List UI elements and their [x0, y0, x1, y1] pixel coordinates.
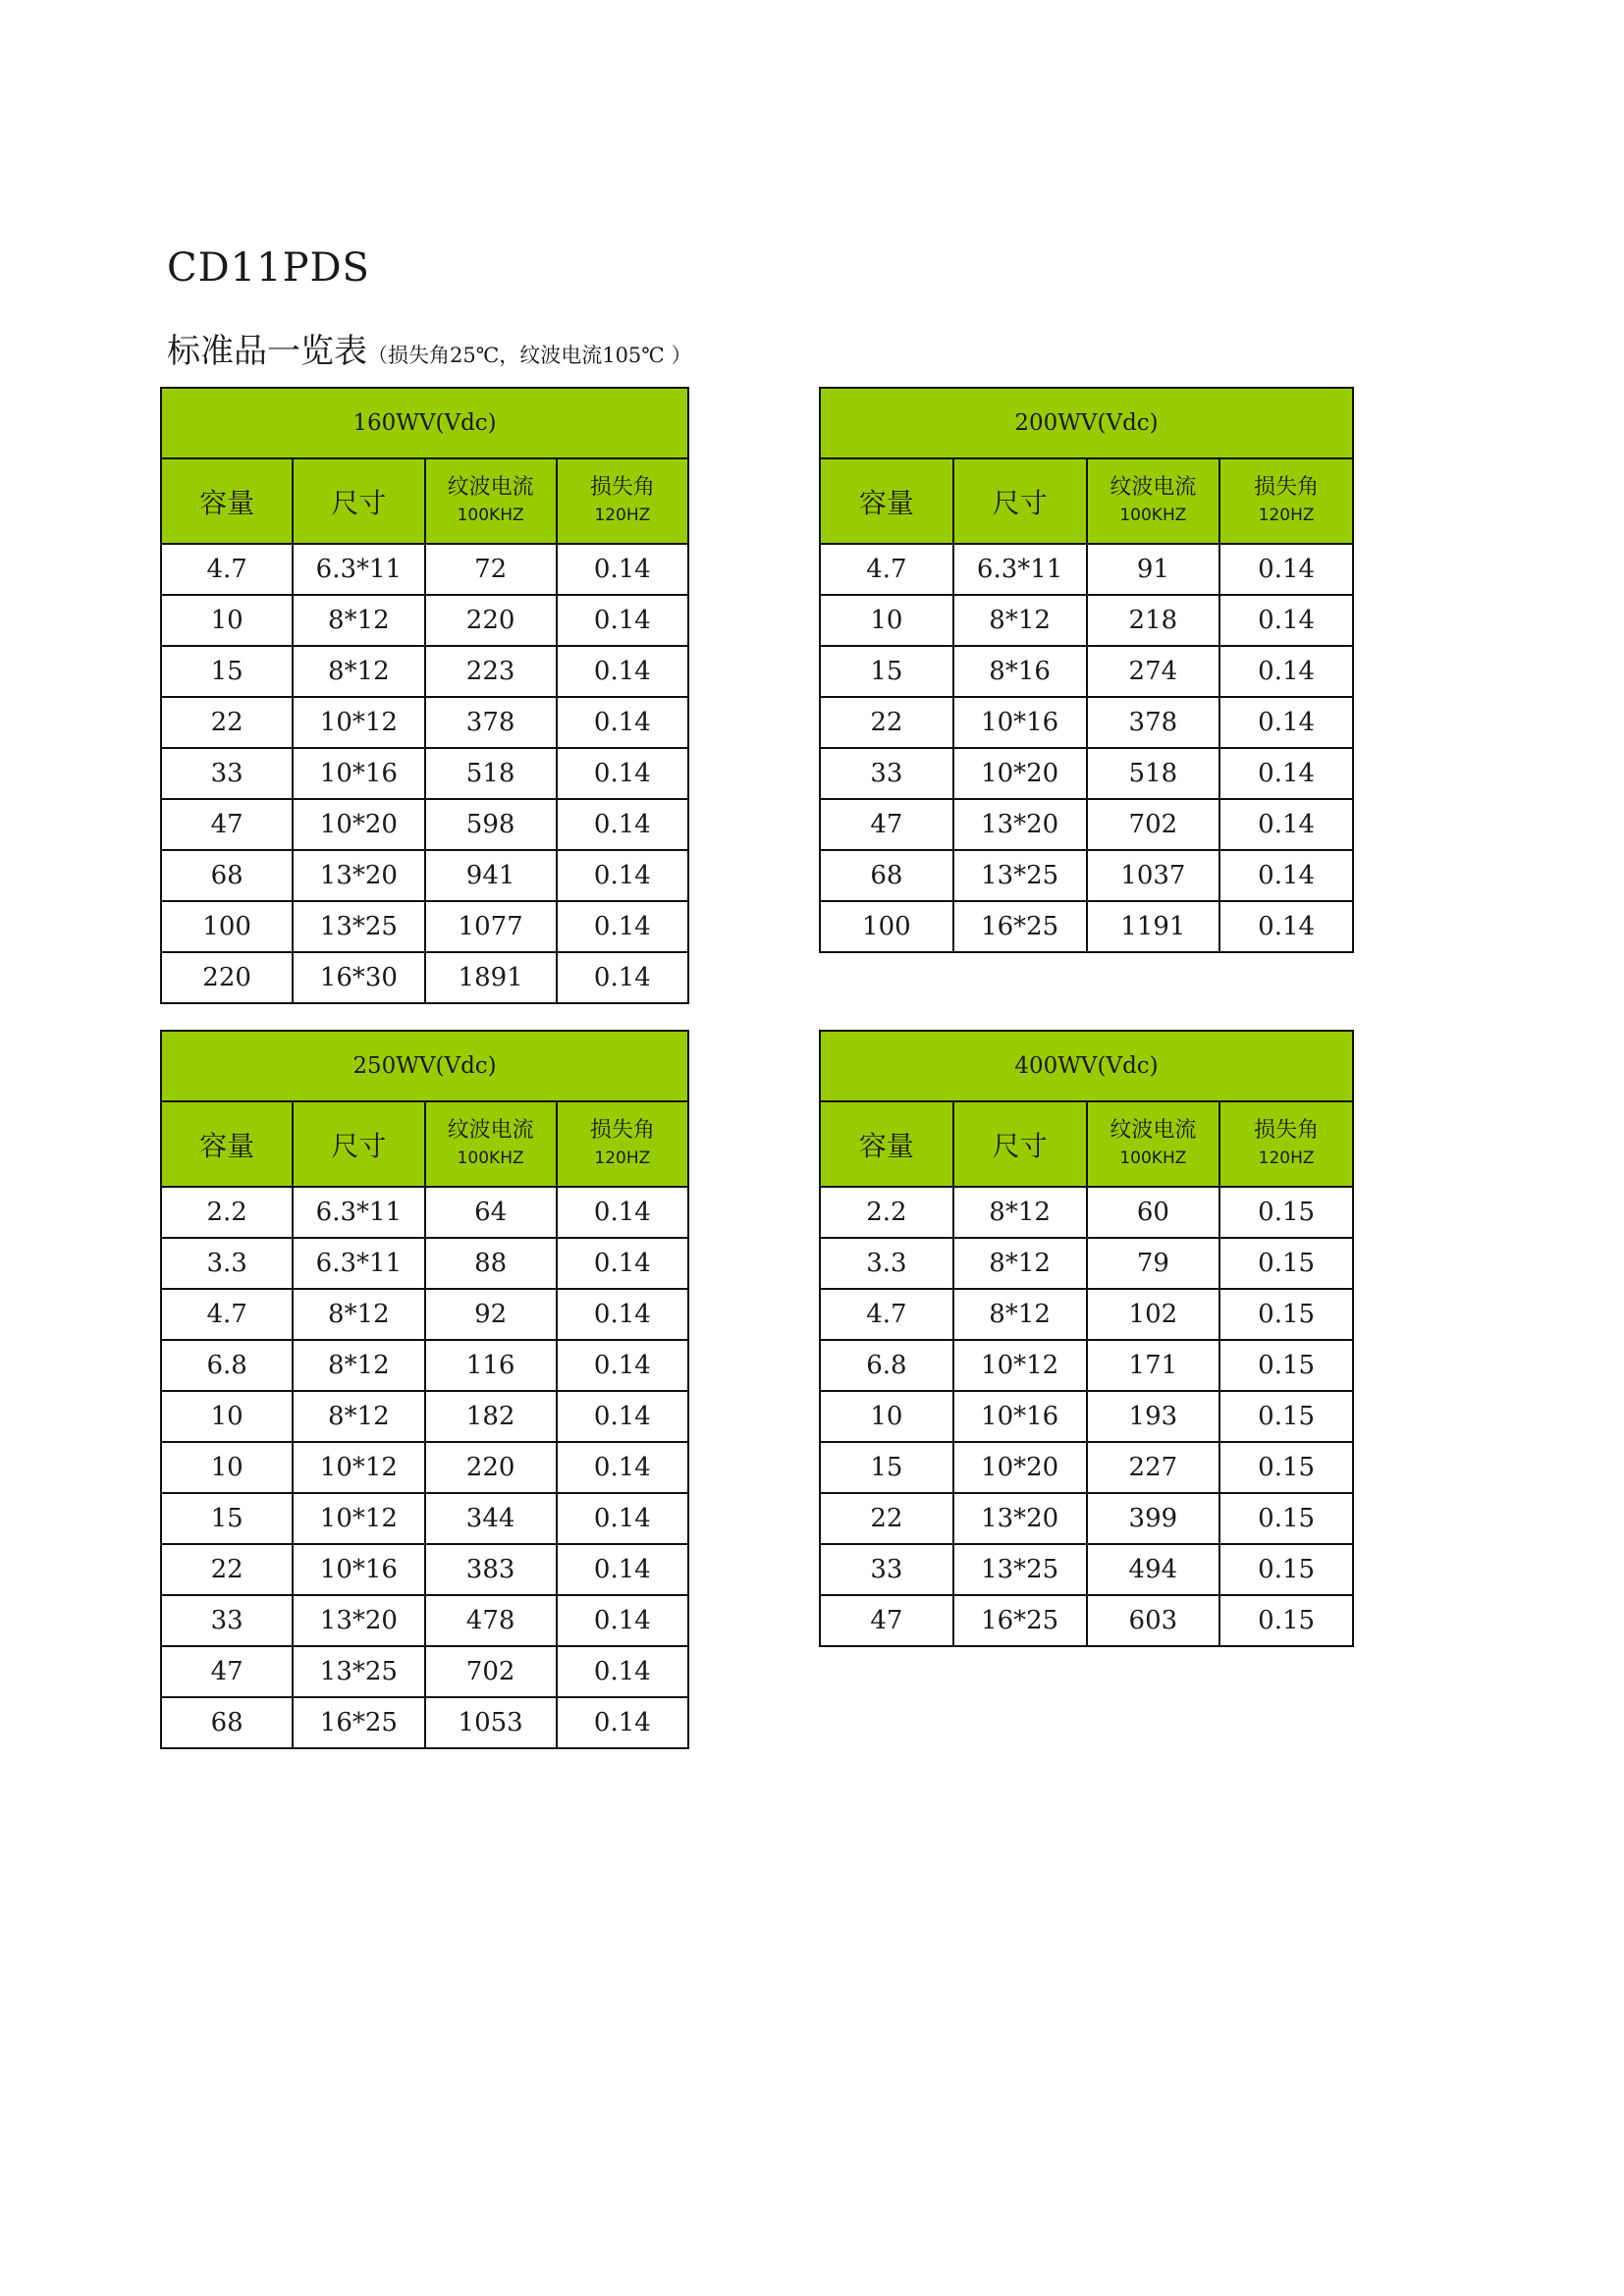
- loss-header-line2: 120HZ: [594, 1148, 651, 1168]
- cell-capacity: 68: [161, 850, 293, 901]
- cell-capacity: 47: [820, 1595, 953, 1646]
- cell-ripple: 91: [1087, 544, 1220, 595]
- cell-capacity: 4.7: [161, 544, 293, 595]
- cell-loss: 0.14: [557, 646, 688, 697]
- table-row: [820, 1238, 1353, 1289]
- cell-ripple: 702: [1087, 799, 1220, 850]
- ripple-header-line2: 100KHZ: [457, 505, 524, 525]
- cell-loss: 0.14: [1219, 748, 1353, 799]
- column-header-capacity: 容量: [820, 458, 953, 544]
- voltage-header: 160WV(Vdc): [161, 388, 688, 458]
- cell-size: 16*30: [293, 952, 424, 1003]
- cell-size: 8*16: [953, 646, 1087, 697]
- column-header-ripple-current: [425, 458, 557, 544]
- table-row: [820, 799, 1353, 850]
- ripple-header-line2: 100KHZ: [1119, 505, 1187, 525]
- table-row: [820, 646, 1353, 697]
- cell-loss: 0.14: [557, 1544, 688, 1595]
- cell-ripple: 1891: [425, 952, 557, 1003]
- table-row: [161, 901, 688, 952]
- cell-ripple: 378: [1087, 697, 1220, 748]
- table-row: [820, 901, 1353, 952]
- cell-size: 13*20: [293, 1595, 424, 1646]
- cell-capacity: 22: [820, 1493, 953, 1544]
- cell-loss: 0.14: [557, 1238, 688, 1289]
- cell-loss: 0.14: [557, 544, 688, 595]
- loss-header-line1: 损失角: [589, 474, 655, 500]
- cell-capacity: 2.2: [161, 1187, 293, 1238]
- cell-loss: 0.14: [1219, 595, 1353, 646]
- cell-capacity: 6.8: [161, 1340, 293, 1391]
- cell-capacity: 47: [161, 1646, 293, 1697]
- cell-loss: 0.14: [557, 1493, 688, 1544]
- cell-loss: 0.14: [1219, 901, 1353, 952]
- cell-capacity: 10: [820, 1391, 953, 1442]
- column-header-size: 尺寸: [293, 1101, 424, 1187]
- loss-header-line1: 损失角: [1254, 1117, 1320, 1143]
- table-row: [820, 544, 1353, 595]
- table-row: [820, 748, 1353, 799]
- cell-ripple: 88: [425, 1238, 557, 1289]
- table-row: [161, 697, 688, 748]
- cell-size: 16*25: [953, 901, 1087, 952]
- cell-loss: 0.14: [557, 952, 688, 1003]
- cell-ripple: 478: [425, 1595, 557, 1646]
- cell-ripple: 941: [425, 850, 557, 901]
- cell-capacity: 47: [820, 799, 953, 850]
- cell-loss: 0.14: [557, 799, 688, 850]
- cell-size: 13*25: [293, 1646, 424, 1697]
- loss-header-line2: 120HZ: [594, 505, 651, 525]
- cell-size: 10*20: [953, 748, 1087, 799]
- cell-ripple: 518: [425, 748, 557, 799]
- cell-loss: 0.15: [1219, 1289, 1353, 1340]
- table-row: [820, 1187, 1353, 1238]
- column-header-capacity: 容量: [161, 458, 293, 544]
- cell-capacity: 10: [161, 1442, 293, 1493]
- cell-loss: 0.14: [557, 595, 688, 646]
- cell-size: 6.3*11: [953, 544, 1087, 595]
- cell-ripple: 220: [425, 1442, 557, 1493]
- table-row: [161, 799, 688, 850]
- cell-ripple: 399: [1087, 1493, 1220, 1544]
- table-row: [161, 1391, 688, 1442]
- document-subtitle: [167, 324, 691, 372]
- cell-ripple: 193: [1087, 1391, 1220, 1442]
- cell-size: 10*12: [293, 1493, 424, 1544]
- table-row: [161, 748, 688, 799]
- ripple-header-line1: 纹波电流: [1110, 1117, 1197, 1143]
- table-row: [161, 850, 688, 901]
- cell-ripple: 102: [1087, 1289, 1220, 1340]
- cell-size: 8*12: [293, 1340, 424, 1391]
- column-header-size: 尺寸: [953, 458, 1087, 544]
- cell-ripple: 383: [425, 1544, 557, 1595]
- ripple-header-line1: 纹波电流: [447, 1117, 534, 1143]
- loss-header-line2: 120HZ: [1258, 1148, 1315, 1168]
- cell-loss: 0.15: [1219, 1544, 1353, 1595]
- cell-capacity: 3.3: [161, 1238, 293, 1289]
- table-row: [161, 544, 688, 595]
- cell-loss: 0.14: [557, 1646, 688, 1697]
- voltage-header: 250WV(Vdc): [161, 1031, 688, 1101]
- cell-ripple: 79: [1087, 1238, 1220, 1289]
- column-header-loss-angle: [557, 458, 688, 544]
- cell-ripple: 274: [1087, 646, 1220, 697]
- ripple-header-line2: 100KHZ: [457, 1148, 524, 1168]
- cell-size: 13*25: [953, 1544, 1087, 1595]
- cell-size: 10*16: [953, 1391, 1087, 1442]
- table-row: [161, 1187, 688, 1238]
- ripple-header-line1: 纹波电流: [1110, 474, 1197, 500]
- cell-capacity: 15: [820, 646, 953, 697]
- cell-capacity: 22: [161, 1544, 293, 1595]
- table-row: [161, 1493, 688, 1544]
- cell-ripple: 1077: [425, 901, 557, 952]
- cell-ripple: 494: [1087, 1544, 1220, 1595]
- cell-size: 16*25: [293, 1697, 424, 1748]
- cell-loss: 0.14: [557, 850, 688, 901]
- cell-loss: 0.14: [1219, 646, 1353, 697]
- cell-ripple: 344: [425, 1493, 557, 1544]
- table-row: [820, 1442, 1353, 1493]
- cell-loss: 0.14: [1219, 697, 1353, 748]
- cell-loss: 0.14: [557, 1340, 688, 1391]
- cell-loss: 0.14: [557, 1391, 688, 1442]
- cell-ripple: 171: [1087, 1340, 1220, 1391]
- cell-loss: 0.14: [1219, 799, 1353, 850]
- cell-capacity: 4.7: [820, 544, 953, 595]
- cell-ripple: 116: [425, 1340, 557, 1391]
- cell-loss: 0.15: [1219, 1442, 1353, 1493]
- cell-loss: 0.14: [1219, 850, 1353, 901]
- cell-size: 10*12: [953, 1340, 1087, 1391]
- table-row: [161, 1289, 688, 1340]
- cell-capacity: 220: [161, 952, 293, 1003]
- cell-size: 10*16: [293, 1544, 424, 1595]
- cell-size: 13*25: [293, 901, 424, 952]
- cell-capacity: 15: [820, 1442, 953, 1493]
- voltage-header: 200WV(Vdc): [820, 388, 1353, 458]
- column-header-ripple-current: [425, 1101, 557, 1187]
- table-row: [161, 1442, 688, 1493]
- cell-capacity: 2.2: [820, 1187, 953, 1238]
- cell-ripple: 227: [1087, 1442, 1220, 1493]
- cell-capacity: 33: [161, 748, 293, 799]
- cell-size: 13*20: [953, 1493, 1087, 1544]
- voltage-header: 400WV(Vdc): [820, 1031, 1353, 1101]
- cell-capacity: 47: [161, 799, 293, 850]
- table-row: [161, 1340, 688, 1391]
- loss-header-line1: 损失角: [1254, 474, 1320, 500]
- cell-ripple: 1053: [425, 1697, 557, 1748]
- cell-size: 8*12: [953, 1238, 1087, 1289]
- cell-loss: 0.14: [557, 1697, 688, 1748]
- cell-loss: 0.14: [557, 1187, 688, 1238]
- ripple-header-line2: 100KHZ: [1119, 1148, 1187, 1168]
- cell-ripple: 518: [1087, 748, 1220, 799]
- cell-size: 13*20: [293, 850, 424, 901]
- table-row: [161, 1697, 688, 1748]
- cell-size: 8*12: [953, 1289, 1087, 1340]
- table-row: [161, 1238, 688, 1289]
- cell-loss: 0.15: [1219, 1340, 1353, 1391]
- table-row: [820, 1544, 1353, 1595]
- cell-capacity: 10: [161, 1391, 293, 1442]
- cell-capacity: 15: [161, 1493, 293, 1544]
- cell-capacity: 10: [161, 595, 293, 646]
- cell-ripple: 223: [425, 646, 557, 697]
- cell-size: 10*16: [293, 748, 424, 799]
- column-header-size: 尺寸: [293, 458, 424, 544]
- cell-ripple: 603: [1087, 1595, 1220, 1646]
- table-row: [161, 595, 688, 646]
- table-row: [161, 1595, 688, 1646]
- table-row: [820, 1391, 1353, 1442]
- cell-ripple: 220: [425, 595, 557, 646]
- cell-size: 8*12: [293, 1289, 424, 1340]
- column-header-loss-angle: [1219, 1101, 1353, 1187]
- cell-size: 6.3*11: [293, 544, 424, 595]
- table-row: [820, 1289, 1353, 1340]
- cell-size: 8*12: [953, 595, 1087, 646]
- cell-capacity: 22: [820, 697, 953, 748]
- cell-capacity: 68: [161, 1697, 293, 1748]
- loss-header-line1: 损失角: [589, 1117, 655, 1143]
- cell-loss: 0.15: [1219, 1238, 1353, 1289]
- cell-ripple: 92: [425, 1289, 557, 1340]
- cell-capacity: 4.7: [161, 1289, 293, 1340]
- table-row: [820, 697, 1353, 748]
- cell-capacity: 100: [820, 901, 953, 952]
- cell-capacity: 3.3: [820, 1238, 953, 1289]
- spec-table-400wv: [819, 1030, 1354, 1647]
- table-row: [161, 1646, 688, 1697]
- cell-loss: 0.15: [1219, 1493, 1353, 1544]
- cell-size: 13*25: [953, 850, 1087, 901]
- cell-ripple: 72: [425, 544, 557, 595]
- cell-size: 10*16: [953, 697, 1087, 748]
- cell-loss: 0.15: [1219, 1595, 1353, 1646]
- column-header-size: 尺寸: [953, 1101, 1087, 1187]
- spec-table-200wv: [819, 387, 1354, 953]
- table-row: [161, 1544, 688, 1595]
- cell-capacity: 33: [161, 1595, 293, 1646]
- cell-ripple: 702: [425, 1646, 557, 1697]
- table-row: [820, 1493, 1353, 1544]
- cell-loss: 0.15: [1219, 1187, 1353, 1238]
- cell-capacity: 22: [161, 697, 293, 748]
- cell-loss: 0.14: [1219, 544, 1353, 595]
- table-row: [820, 1340, 1353, 1391]
- cell-size: 10*12: [293, 697, 424, 748]
- cell-size: 8*12: [293, 1391, 424, 1442]
- cell-ripple: 218: [1087, 595, 1220, 646]
- cell-ripple: 1191: [1087, 901, 1220, 952]
- cell-capacity: 33: [820, 748, 953, 799]
- column-header-capacity: 容量: [161, 1101, 293, 1187]
- column-header-loss-angle: [557, 1101, 688, 1187]
- cell-size: 16*25: [953, 1595, 1087, 1646]
- cell-capacity: 6.8: [820, 1340, 953, 1391]
- subtitle-note: （损失角25℃，纹波电流105℃ ）: [367, 344, 692, 367]
- cell-loss: 0.14: [557, 748, 688, 799]
- cell-size: 10*20: [293, 799, 424, 850]
- cell-loss: 0.14: [557, 1289, 688, 1340]
- cell-ripple: 598: [425, 799, 557, 850]
- subtitle-main: 标准品一览表: [167, 332, 367, 371]
- column-header-capacity: 容量: [820, 1101, 953, 1187]
- cell-capacity: 15: [161, 646, 293, 697]
- spec-table-250wv: [160, 1030, 689, 1749]
- cell-loss: 0.14: [557, 697, 688, 748]
- cell-ripple: 60: [1087, 1187, 1220, 1238]
- table-row: [820, 850, 1353, 901]
- cell-loss: 0.14: [557, 901, 688, 952]
- cell-capacity: 33: [820, 1544, 953, 1595]
- cell-ripple: 182: [425, 1391, 557, 1442]
- document-title: CD11PDS: [167, 245, 370, 291]
- cell-size: 8*12: [293, 646, 424, 697]
- table-row: [820, 595, 1353, 646]
- cell-loss: 0.14: [557, 1595, 688, 1646]
- cell-loss: 0.15: [1219, 1391, 1353, 1442]
- column-header-ripple-current: [1087, 1101, 1220, 1187]
- cell-size: 13*20: [953, 799, 1087, 850]
- cell-size: 10*12: [293, 1442, 424, 1493]
- column-header-ripple-current: [1087, 458, 1220, 544]
- cell-size: 8*12: [953, 1187, 1087, 1238]
- cell-loss: 0.14: [557, 1442, 688, 1493]
- cell-capacity: 100: [161, 901, 293, 952]
- cell-ripple: 1037: [1087, 850, 1220, 901]
- table-row: [161, 952, 688, 1003]
- table-row: [161, 646, 688, 697]
- cell-size: 10*20: [953, 1442, 1087, 1493]
- cell-ripple: 378: [425, 697, 557, 748]
- table-row: [820, 1595, 1353, 1646]
- cell-capacity: 68: [820, 850, 953, 901]
- cell-size: 8*12: [293, 595, 424, 646]
- column-header-loss-angle: [1219, 458, 1353, 544]
- cell-size: 6.3*11: [293, 1238, 424, 1289]
- cell-capacity: 4.7: [820, 1289, 953, 1340]
- cell-capacity: 10: [820, 595, 953, 646]
- ripple-header-line1: 纹波电流: [447, 474, 534, 500]
- loss-header-line2: 120HZ: [1258, 505, 1315, 525]
- spec-table-160wv: [160, 387, 689, 1004]
- cell-ripple: 64: [425, 1187, 557, 1238]
- cell-size: 6.3*11: [293, 1187, 424, 1238]
